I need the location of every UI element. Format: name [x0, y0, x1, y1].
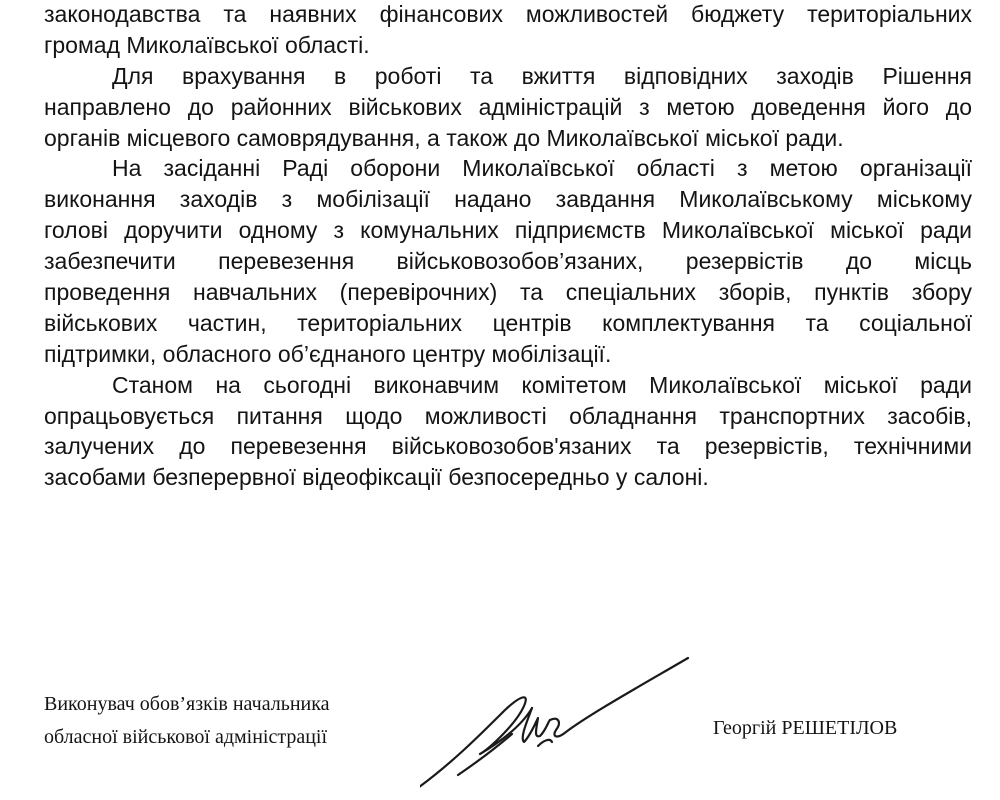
text-line: громад Миколаївської області.: [44, 31, 370, 58]
paragraph-start-line: Для врахування в роботі та вжиття відповідних заходів Рішення: [112, 62, 972, 89]
text-line: підтримки, обласного об’єднаного центру мобілізації.: [44, 340, 612, 367]
signatory-position-line: обласної військової адміністрації: [44, 726, 328, 748]
signatory-position-line: Виконувач обов’язків начальника: [44, 693, 330, 715]
document-body: [44, 0, 972, 493]
text-line: законодавства та наявних фінансових можливостей бюджету територіальних: [44, 1, 972, 27]
handwritten-signature: [420, 650, 710, 800]
text-line: військових частин, територіальних центрів комплектування та соціальної: [44, 309, 972, 336]
text-line: засобами безперервної відеофіксації безпосередньо у салоні.: [44, 464, 709, 491]
text-line: виконання заходів з мобілізації надано завдання Миколаївському міському: [44, 186, 972, 213]
text-line: залучених до перевезення військовозобов'язаних та резервістів, технічними: [44, 433, 972, 460]
paragraph-start-line: На засіданні Раді оборони Миколаївської області з метою організації: [112, 155, 972, 182]
text-line: забезпечити перевезення військовозобов’язаних, резервістів до місць: [44, 248, 972, 275]
text-line: голові доручити одному з комунальних підприємств Миколаївської міської ради: [44, 217, 972, 244]
text-line: проведення навчальних (перевірочних) та спеціальних зборів, пунктів збору: [44, 279, 972, 306]
signatory-position: [44, 688, 330, 754]
paragraph-start-line: Станом на сьогодні виконавчим комітетом Миколаївської міської ради: [112, 371, 972, 398]
text-line: опрацьовується питання щодо можливості обладнання транспортних засобів,: [44, 402, 972, 429]
text-line: направлено до районних військових адміністрацій з метою доведення його до: [44, 93, 972, 120]
signatory-name: Георгій РЕШЕТІЛОВ: [713, 717, 898, 739]
text-line: органів місцевого самоврядування, а також до Миколаївської міської ради.: [44, 124, 844, 151]
